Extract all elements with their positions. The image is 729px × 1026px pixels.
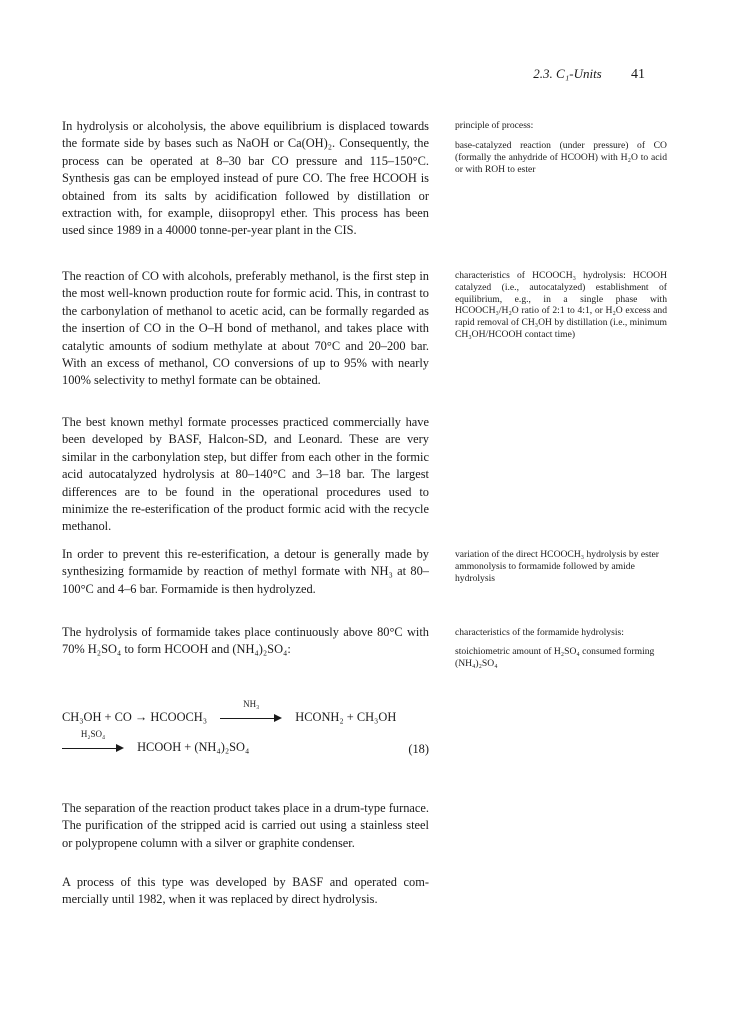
section-title: 2.3. C₁-Units (533, 66, 602, 81)
paragraph-hydrolysis: In hydrolysis or alcoholysis, the above equilibrium is displaced towards the formate side by bases such as NaOH or Ca(OH)₂. Consequently, the process can be operated at 8–30 bar CO pressure and 115–150°C. Synthesis gas can be employed instead of pure CO. The free HCOOH is obtained from its salts by acidification followed by distillation or extraction with, for example, diisopropyl ether. This process has been used since 1989 in a 40000 tonne-per-year plant in the CIS. (62, 119, 429, 238)
margin-note-ammonolysis-variation: variation of the direct HCOOCH₃ hydrolysis by ester ammonolysis to formamide followed by amide hydrolysis (455, 549, 659, 584)
equation-number: (18) (408, 742, 429, 756)
equation-line1-right: HCONH₂ + CH₃OH (295, 710, 397, 724)
paragraph-re-esterification: In order to prevent this re-esterification, a detour is generally made by synthesizing formamide by reaction of methyl formate with NH₃ at 80–100°C and 4–6 bar. Formamide is then hydrolyzed. (62, 547, 429, 596)
arrow-label-nh3: NH₃ (243, 699, 260, 710)
paragraph-basf-process: A process of this type was developed by BASF and operated commercially until 1982, when it was replaced by direct hydrolysis. (62, 875, 429, 907)
margin-note-principle-body: base-catalyzed reaction (under pressure) of CO (formally the anhydride of HCOOH) with H₂O to acid or with ROH to ester (455, 140, 667, 175)
paragraph-formamide-hydrolysis: The hydrolysis of formamide takes place continuously above 80°C with 70% H₂SO₄ to form HCOOH and (NH₄)₂SO₄: (62, 625, 429, 657)
margin-note-principle-title: principle of process: (455, 120, 534, 131)
page-number: 41 (631, 67, 645, 82)
reaction-equation-18 (62, 699, 429, 782)
arrow-label-h2so4: H₂SO₄ (80, 729, 106, 740)
equation-line1-left: CH₃OH + CO → HCOOCH₃ (62, 710, 208, 724)
running-header (533, 66, 645, 83)
paragraph-methyl-formate-processes: The best known methyl formate processes practiced commercially have been developed by BASF, Halcon-SD, and Leonard. These are very similar in the carbonylation step, but differ from each other in the formic acid autocatalyzed hydrolysis at 80–140°C and 3–18 bar. The largest differences are to be found in the operational procedures used to minimize the re-esterification of the product formic acid with the recycle methanol. (62, 415, 429, 534)
reaction-arrow-2 (62, 729, 124, 755)
equation-line2-right: HCOOH + (NH₄)₂SO₄ (137, 740, 250, 754)
paragraph-separation: The separation of the reaction product takes place in a drum-type furnace. The purification of the stripped acid is carried out using a stainless steel or polypropene column with a silver or graphite condenser. (62, 801, 429, 850)
reaction-arrow-1 (220, 699, 282, 725)
margin-note-formamide-title: characteristics of the formamide hydrolysis: (455, 627, 624, 638)
paragraph-carbonylation: The reaction of CO with alcohols, preferably methanol, is the first step in the most well-known production route for formic acid. This, in contrast to the carbonylation of methanol to acetic acid, can be formally regarded as the insertion of CO in the O–H bond of methanol, and takes place with catalytic amounts of sodium methylate at about 70°C and 20–200 bar. With an excess of methanol, CO conversions of up to 95% with nearly 100% selectivity to methyl formate can be obtained. (62, 269, 429, 388)
margin-note-formamide-body: stoichiometric amount of H₂SO₄ consumed forming (NH₄)₂SO₄ (455, 646, 655, 669)
margin-note-hydrolysis-characteristics: characteristics of HCOOCH₃ hydrolysis: HCOOH catalyzed (i.e., autocatalyzed) establishment of equilibrium, e.g., in a single phase with HCOOCH₃/H₂O ratio of 2:1 to 4:1, or H₂O excess and rapid removal of CH₃OH by distillation (i.e., minimum CH₃OH/HCOOH contact time) (455, 270, 667, 340)
